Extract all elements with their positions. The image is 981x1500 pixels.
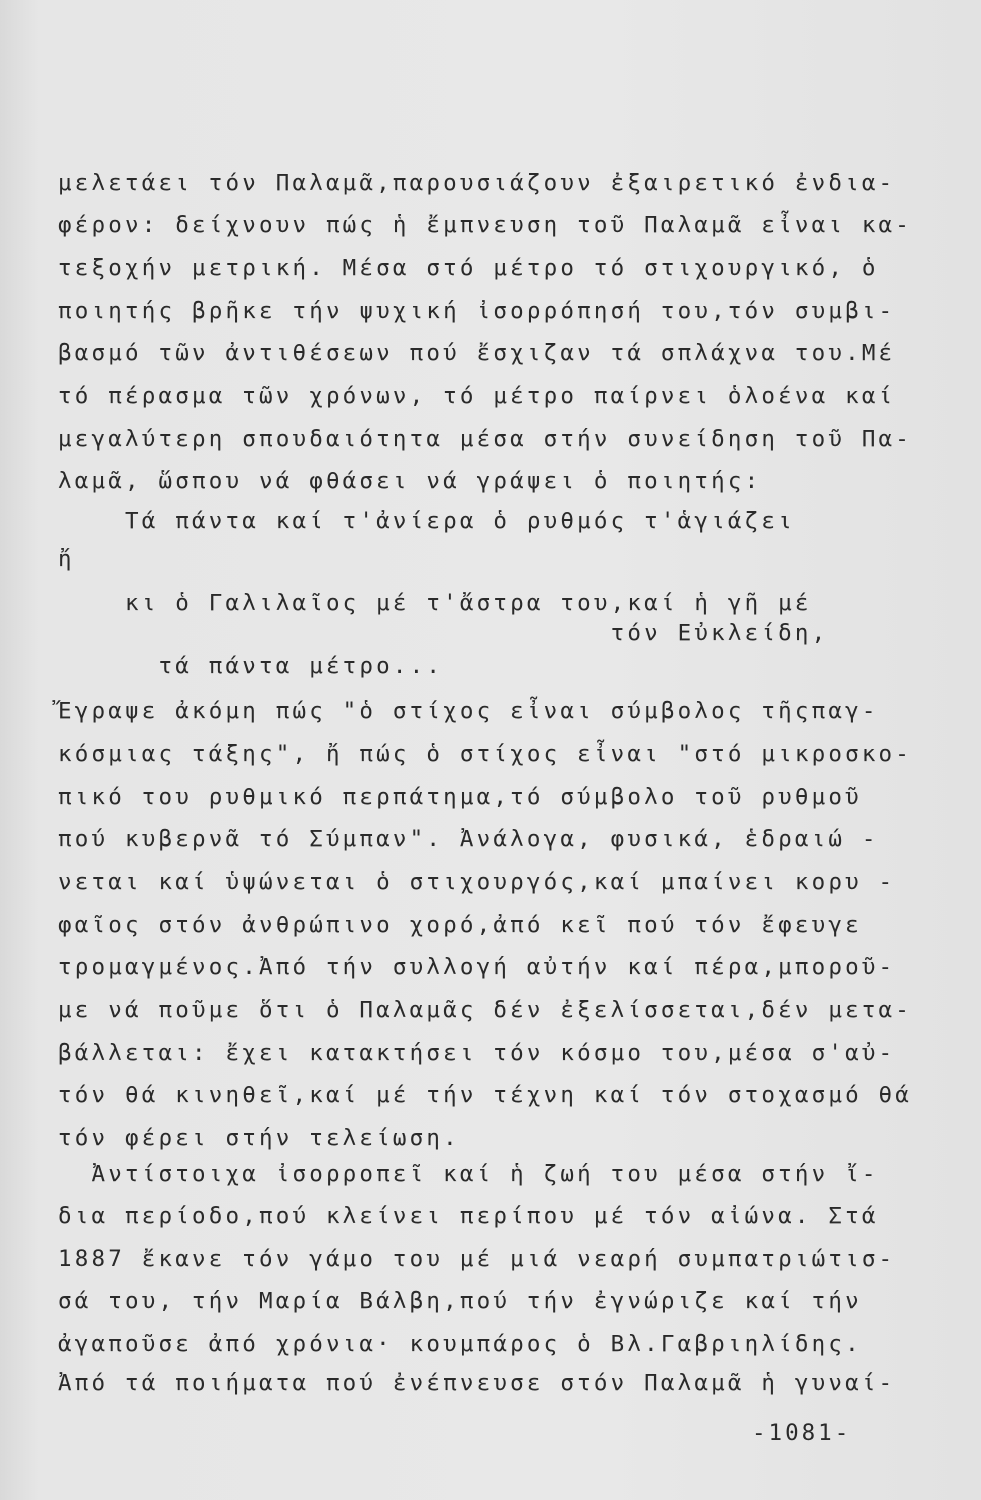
text-line: τόν φέρει στήν τελείωση. <box>58 1125 460 1151</box>
verse-line: κι ὁ Γαλιλαῖος μέ τ'ἄστρα του,καί ἡ γῆ μέ <box>58 590 812 616</box>
text-line: Ἔγραψε ἀκόμη πώς "ὁ στίχος εἶναι σύμβολος τῆςπαγ- <box>58 698 879 724</box>
text-line: με νά ποῦμε ὅτι ὁ Παλαμᾶς δέν ἐξελίσσεται,δέν μετα- <box>58 997 913 1023</box>
text-line: τό πέρασμα τῶν χρόνων, τό μέτρο παίρνει ὁλοένα καί <box>58 383 896 409</box>
text-line: δια περίοδο,πού κλείνει περίπου μέ τόν αἰώνα. Στά <box>58 1203 879 1229</box>
text-line: λαμᾶ, ὥσπου νά φθάσει νά γράψει ὁ ποιητής: <box>58 468 762 494</box>
text-line: Ἀντίστοιχα ἰσορροπεῖ καί ἡ ζωή του μέσα στήν ἴ- <box>58 1161 879 1187</box>
text-line: 1887 ἔκανε τόν γάμο του μέ μιά νεαρή συμπατριώτισ- <box>58 1246 896 1272</box>
text-line: βάλλεται: ἔχει κατακτήσει τόν κόσμο του,μέσα σ'αὐ- <box>58 1040 896 1066</box>
verse-line: Τά πάντα καί τ'ἀνίερα ὁ ρυθμός τ'ἁγιάζει <box>58 508 795 534</box>
verse-line: τόν Εὐκλείδη, <box>58 620 829 646</box>
text-line: τρομαγμένος.Ἀπό τήν συλλογή αὐτήν καί πέρα,μποροῦ- <box>58 954 896 980</box>
text-line: τεξοχήν μετρική. Μέσα στό μέτρο τό στιχουργικό, ὁ <box>58 255 879 281</box>
text-line: κόσμιας τάξης", ἤ πώς ὁ στίχος εἶναι "στό μικροσκο- <box>58 741 913 767</box>
text-line: πικό του ρυθμικό περπάτημα,τό σύμβολο τοῦ ρυθμοῦ <box>58 784 862 810</box>
text-line: πού κυβερνᾶ τό Σύμπαν". Ἀνάλογα, φυσικά, ἑδραιώ - <box>58 826 879 852</box>
text-line: φαῖος στόν ἀνθρώπινο χορό,ἀπό κεῖ πού τόν ἔφευγε <box>58 912 862 938</box>
page-number: -1081- <box>752 1420 852 1446</box>
text-line: μελετάει τόν Παλαμᾶ,παρουσιάζουν ἐξαιρετικό ἐνδια- <box>58 170 896 196</box>
text-line: ἤ <box>58 546 75 572</box>
verse-line: τά πάντα μέτρο... <box>58 653 444 679</box>
text-line: μεγαλύτερη σπουδαιότητα μέσα στήν συνείδηση τοῦ Πα- <box>58 426 913 452</box>
text-line: τόν θά κινηθεῖ,καί μέ τήν τέχνη καί τόν στοχασμό θά <box>58 1082 913 1108</box>
text-line: νεται καί ὑψώνεται ὁ στιχουργός,καί μπαίνει κορυ - <box>58 869 896 895</box>
text-line: ποιητής βρῆκε τήν ψυχική ἰσορρόπησή του,τόν συμβι- <box>58 298 896 324</box>
text-line: βασμό τῶν ἀντιθέσεων πού ἔσχιζαν τά σπλάχνα του.Μέ <box>58 340 896 366</box>
text-line: Ἀπό τά ποιήματα πού ἐνέπνευσε στόν Παλαμᾶ ἡ γυναί- <box>58 1370 896 1396</box>
text-line: ἀγαποῦσε ἀπό χρόνια· κουμπάρος ὁ Βλ.Γαβριηλίδης. <box>58 1331 862 1357</box>
text-line: φέρον: δείχνουν πώς ἡ ἔμπνευση τοῦ Παλαμᾶ εἶναι κα- <box>58 212 913 238</box>
text-line: σά του, τήν Μαρία Βάλβη,πού τήν ἐγνώριζε καί τήν <box>58 1288 862 1314</box>
